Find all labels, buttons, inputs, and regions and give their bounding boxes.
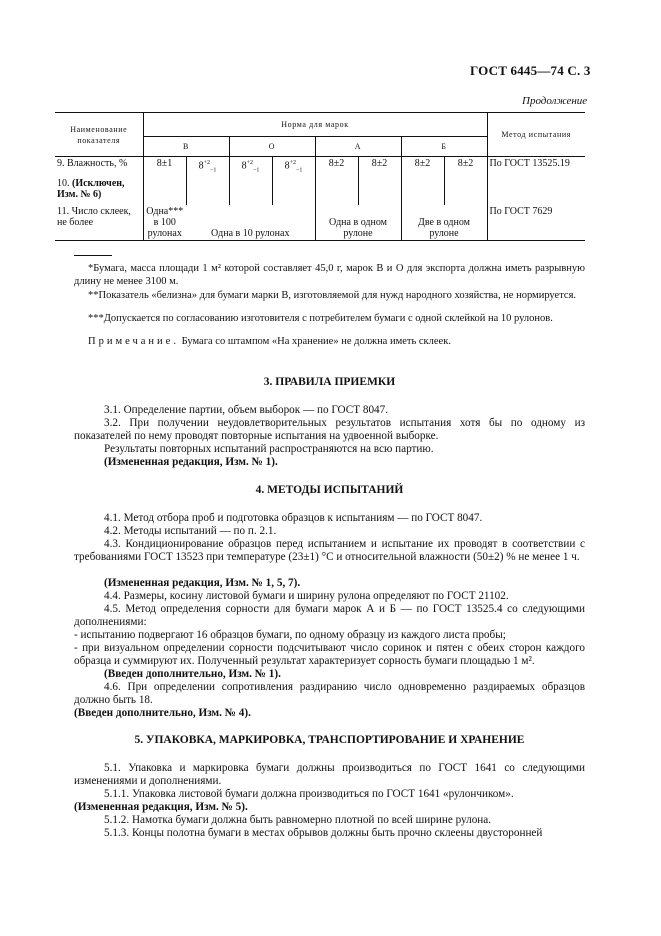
paragraph: 4.1. Метод отбора проб и подготовка образцов к испытаниям — по ГОСТ 8047. bbox=[104, 512, 483, 524]
cell-base: 8 bbox=[284, 160, 290, 172]
cell bbox=[229, 157, 272, 178]
paragraph: 5.1.1. Упаковка листовой бумаги должна производиться по ГОСТ 1641 «рулончиком». bbox=[104, 788, 514, 800]
row10-excluded: (Исключен, Изм. № 6) bbox=[57, 178, 125, 201]
cell: Одна в одном рулоне bbox=[315, 205, 401, 241]
paragraph: 4.5. Метод определения сорности для бумаги марок А и Б — по ГОСТ 13525.4 со следующими дополнениями: bbox=[74, 603, 585, 628]
paragraph: - при визуальном определении сорности подсчитывают число соринок и пятен с обеих сторон каждого образца и суммируют их. Полученный результат характеризует сорность бумаги площадью 1 м². bbox=[74, 642, 585, 667]
grade-header: В bbox=[143, 137, 229, 157]
row10-num: 10. bbox=[57, 178, 70, 190]
cell: Две в одном рулоне bbox=[401, 205, 487, 241]
footnote-3: ***Допускается по согласованию изготовителя с потребителем бумаги с одной склейкой на 10 рулонов. bbox=[88, 313, 553, 324]
amendment: (Введен дополнительно, Изм. № 4). bbox=[74, 707, 251, 719]
row9-label: 9. Влажность, % bbox=[55, 157, 143, 178]
paragraph: 5.1.2. Намотка бумаги должна быть равномерно плотной по всей ширине рулона. bbox=[104, 814, 492, 826]
cell-sup: +2 bbox=[246, 160, 253, 166]
col-header-method: Метод испытания bbox=[487, 113, 585, 157]
cell: 8±1 bbox=[156, 158, 173, 169]
paragraph: 4.2. Методы испытаний — по п. 2.1. bbox=[104, 525, 277, 537]
amendment: (Измененная редакция, Изм. № 1, 5, 7). bbox=[104, 577, 301, 589]
paragraph: Результаты повторных испытаний распространяются на всю партию. bbox=[104, 443, 434, 455]
note-text: Бумага со штампом «На хранение» не должна иметь склеек. bbox=[181, 336, 451, 347]
cell: 8±2 bbox=[315, 157, 358, 178]
cell: 8±2 bbox=[444, 157, 487, 178]
grade-header: А bbox=[315, 137, 401, 157]
cell-sub: −1 bbox=[210, 167, 217, 174]
cell-sup: +2 bbox=[203, 160, 210, 166]
row11-label: 11. Число склеек, не более bbox=[55, 205, 143, 241]
paragraph: 3.1. Определение партии, объем выборок — по ГОСТ 8047. bbox=[104, 404, 389, 416]
cell bbox=[186, 157, 229, 178]
continuation-label: Продолжение bbox=[522, 95, 588, 107]
cell: Одна*** в 100 рулонах bbox=[143, 205, 186, 241]
cell-sup: +2 bbox=[289, 160, 296, 166]
footnote-2: **Показатель «белизна» для бумаги марки В, изготовляемой для нужд народного хозяйства, не нормируется. bbox=[88, 290, 577, 301]
section-4-title: 4. МЕТОДЫ ИСПЫТАНИЙ bbox=[255, 484, 404, 496]
paragraph: 5.1.3. Концы полотна бумаги в местах обрывов должны быть прочно склеены двусторонней bbox=[104, 827, 543, 839]
paragraph: 4.3. Кондиционирование образцов перед испытанием и испытание их проводят в соответствии с требованиями ГОСТ 13523 при температуре (23±1) °С и относительной влажности (50±2) % не менее 1 ч. bbox=[74, 538, 585, 563]
row10-label bbox=[55, 177, 143, 205]
amendment: (Измененная редакция, Изм. № 1). bbox=[104, 456, 278, 468]
cell: 8±2 bbox=[358, 157, 401, 178]
paragraph: 4.4. Размеры, косину листовой бумаги и ширину рулона определяют по ГОСТ 21102. bbox=[104, 590, 509, 602]
section-3-title: 3. ПРАВИЛА ПРИЕМКИ bbox=[263, 376, 396, 388]
footnote-divider bbox=[74, 255, 112, 256]
grade-header: О bbox=[229, 137, 315, 157]
grade-header: Б bbox=[401, 137, 487, 157]
row9-method: По ГОСТ 13525.19 bbox=[487, 157, 585, 178]
note bbox=[88, 335, 585, 348]
cell-base: 8 bbox=[241, 160, 247, 172]
cell-base: 8 bbox=[198, 160, 204, 172]
table-row bbox=[55, 205, 585, 241]
cell bbox=[272, 157, 315, 178]
row11-method: По ГОСТ 7629 bbox=[487, 205, 585, 241]
paragraph: 4.6. При определении сопротивления раздиранию число одновременно раздираемых образцов должно быть 18. bbox=[74, 681, 585, 706]
paragraph: 5.1. Упаковка и маркировка бумаги должны производиться по ГОСТ 1641 со следующими изменениями и дополнениями. bbox=[74, 762, 585, 787]
amendment: (Введен дополнительно, Изм. № 1). bbox=[104, 668, 281, 680]
paragraph: 3.2. При получении неудовлетворительных результатов испытания хотя бы по одному из показателей по нему проводят повторные испытания на удвоенной выборке. bbox=[74, 417, 585, 442]
col-header-indicator: Наименование показателя bbox=[55, 113, 143, 157]
page-header: ГОСТ 6445—74 С. 3 bbox=[470, 63, 591, 78]
cell-sub: −1 bbox=[296, 167, 303, 174]
section-5-title: 5. УПАКОВКА, МАРКИРОВКА, ТРАНСПОРТИРОВАНИЕ И ХРАНЕНИЕ bbox=[134, 734, 525, 746]
amendment: (Измененная редакция, Изм. № 5). bbox=[74, 801, 248, 813]
note-label: Примечание. bbox=[88, 336, 179, 347]
paragraph: - испытанию подвергают 16 образцов бумаги, по одному образцу из каждого листа пробы; bbox=[74, 629, 506, 641]
table-row bbox=[55, 157, 585, 178]
cell: 8±2 bbox=[401, 157, 444, 178]
table-row bbox=[55, 177, 585, 205]
norms-table bbox=[55, 112, 585, 241]
col-header-norm: Норма для марок bbox=[143, 113, 487, 137]
cell-sub: −1 bbox=[253, 167, 260, 174]
cell: Одна в 10 рулонах bbox=[186, 205, 315, 241]
footnote-1: *Бумага, масса площади 1 м² которой составляет 45,0 г, марок В и О для экспорта должна иметь разрывную длину не менее 3100 м. bbox=[74, 263, 585, 287]
